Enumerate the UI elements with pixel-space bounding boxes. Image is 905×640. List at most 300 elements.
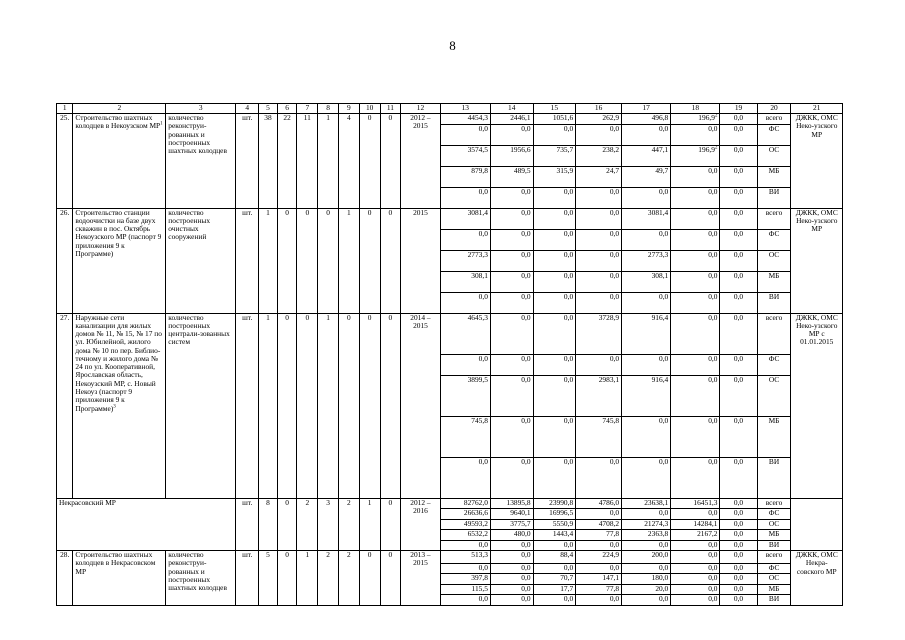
amount-cell: 315,9 xyxy=(533,166,576,187)
quantity-cell: 0 xyxy=(359,114,380,209)
amount-cell: 0,0 xyxy=(671,584,720,595)
funding-source: МБ xyxy=(757,166,791,187)
amount-cell: 0,0 xyxy=(671,457,720,498)
quantity-cell: 0 xyxy=(380,313,401,498)
amount-cell: 0,0 xyxy=(622,457,671,498)
amount-cell: 0,0 xyxy=(533,313,576,354)
amount-cell: 0,0 xyxy=(622,595,671,606)
amount-cell: 0,0 xyxy=(720,250,757,271)
amount-cell: 0,0 xyxy=(576,509,622,520)
amount-cell: 0,0 xyxy=(533,416,576,457)
amount-cell: 0,0 xyxy=(622,509,671,520)
amount-cell: 513,3 xyxy=(440,551,490,564)
funding-source: МБ xyxy=(757,584,791,595)
row-period: 2015 xyxy=(401,208,440,313)
amount-cell: 77,8 xyxy=(576,584,622,595)
amount-cell: 0,0 xyxy=(671,354,720,375)
amount-cell: 0,0 xyxy=(533,540,576,551)
amount-cell-text: 196,9 xyxy=(698,145,715,154)
funding-source: ВИ xyxy=(757,595,791,606)
amount-cell: 0,0 xyxy=(576,229,622,250)
quantity-cell: 0 xyxy=(318,208,339,313)
amount-cell: 0,0 xyxy=(720,457,757,498)
row-name xyxy=(73,313,166,498)
amount-cell: 3081,4 xyxy=(622,208,671,229)
amount-cell: 0,0 xyxy=(440,229,490,250)
amount-cell: 0,0 xyxy=(622,416,671,457)
amount-cell: 0,0 xyxy=(576,250,622,271)
amount-cell: 2446,1 xyxy=(490,114,533,125)
amount-cell: 0,0 xyxy=(720,375,757,416)
amount-cell: 480,0 xyxy=(490,530,533,541)
amount-cell: 0,0 xyxy=(720,187,757,208)
row-indicator: количество реконструи-рованных и построенных шахтных колодцев xyxy=(166,114,236,209)
amount-cell: 4708,2 xyxy=(576,519,622,530)
funding-source: ФС xyxy=(757,229,791,250)
row-unit: шт. xyxy=(236,551,259,606)
amount-cell: 180,0 xyxy=(622,574,671,585)
amount-cell: 735,7 xyxy=(533,145,576,166)
amount-cell: 6532,2 xyxy=(440,530,490,541)
amount-cell: 0,0 xyxy=(622,354,671,375)
amount-cell: 0,0 xyxy=(490,595,533,606)
funding-source: всего xyxy=(757,114,791,125)
amount-cell: 88,4 xyxy=(533,551,576,564)
table-row xyxy=(57,551,843,564)
amount-cell: 0,0 xyxy=(576,292,622,313)
amount-cell: 496,8 xyxy=(622,114,671,125)
amount-cell: 0,0 xyxy=(720,540,757,551)
amount-cell: 0,0 xyxy=(671,595,720,606)
amount-cell: 0,0 xyxy=(533,292,576,313)
header-cell: 5 xyxy=(259,104,278,114)
amount-cell: 0,0 xyxy=(490,313,533,354)
row-period: 2012 – 2015 xyxy=(401,114,440,209)
amount-cell: 0,0 xyxy=(720,229,757,250)
funding-source: ОС xyxy=(757,375,791,416)
quantity-cell: 11 xyxy=(297,114,318,209)
amount-cell: 0,0 xyxy=(490,563,533,574)
amount-cell: 0,0 xyxy=(622,540,671,551)
quantity-cell: 1 xyxy=(338,208,359,313)
funding-source: ВИ xyxy=(757,292,791,313)
row-unit: шт. xyxy=(236,114,259,209)
amount-cell: 21274,3 xyxy=(622,519,671,530)
row-number: 27. xyxy=(57,313,73,498)
header-cell: 15 xyxy=(533,104,576,114)
amount-cell: 0,0 xyxy=(533,229,576,250)
quantity-cell: 0 xyxy=(380,498,401,551)
amount-cell: 916,4 xyxy=(622,375,671,416)
row-unit: шт. xyxy=(236,208,259,313)
amount-cell: 0,0 xyxy=(533,124,576,145)
quantity-cell: 2 xyxy=(318,551,339,606)
footnote-mark: 3 xyxy=(113,404,116,410)
amount-cell: 0,0 xyxy=(576,124,622,145)
amount-cell: 0,0 xyxy=(533,271,576,292)
amount-cell: 24,7 xyxy=(576,166,622,187)
row-period: 2014 – 2015 xyxy=(401,313,440,498)
header-cell: 1 xyxy=(57,104,73,114)
row-executor: ДЖКК, ОМС Неко-узского МР с 01.01.2015 xyxy=(791,313,843,498)
amount-cell: 0,0 xyxy=(622,229,671,250)
row-number: 25. xyxy=(57,114,73,209)
amount-cell: 0,0 xyxy=(671,271,720,292)
amount-cell: 2363,8 xyxy=(622,530,671,541)
quantity-cell: 5 xyxy=(259,551,278,606)
quantity-cell: 0 xyxy=(359,313,380,498)
amount-cell: 0,0 xyxy=(671,229,720,250)
amount-cell: 0,0 xyxy=(490,187,533,208)
amount-cell: 0,0 xyxy=(576,187,622,208)
funding-source: ОС xyxy=(757,519,791,530)
amount-cell: 0,0 xyxy=(490,551,533,564)
header-cell: 18 xyxy=(671,104,720,114)
amount-cell: 1443,4 xyxy=(533,530,576,541)
funding-source: ФС xyxy=(757,509,791,520)
funding-source: всего xyxy=(757,551,791,564)
amount-cell: 0,0 xyxy=(490,375,533,416)
amount-cell: 77,8 xyxy=(576,530,622,541)
row-unit: шт. xyxy=(236,498,259,551)
amount-cell: 0,0 xyxy=(490,271,533,292)
footnote-mark: 1 xyxy=(160,121,163,127)
amount-cell: 0,0 xyxy=(720,509,757,520)
quantity-cell: 0 xyxy=(380,551,401,606)
amount-cell: 3574,5 xyxy=(440,145,490,166)
quantity-cell: 38 xyxy=(259,114,278,209)
amount-cell: 0,0 xyxy=(490,292,533,313)
amount-cell: 0,0 xyxy=(533,595,576,606)
amount-cell: 489,5 xyxy=(490,166,533,187)
amount-cell: 0,0 xyxy=(671,540,720,551)
row-name: Строительство шахтных колодцев в Некрасовском МР xyxy=(73,551,166,606)
amount-cell: 238,2 xyxy=(576,145,622,166)
amount-cell: 224,9 xyxy=(576,551,622,564)
amount-cell: 0,0 xyxy=(440,292,490,313)
quantity-cell: 0 xyxy=(277,313,297,498)
row-indicator: количество построенных централи-зованных систем xyxy=(166,313,236,498)
funding-source: всего xyxy=(757,313,791,354)
amount-cell: 0,0 xyxy=(720,292,757,313)
funding-source: МБ xyxy=(757,271,791,292)
amount-cell: 0,0 xyxy=(720,313,757,354)
quantity-cell: 2 xyxy=(338,551,359,606)
amount-cell: 0,0 xyxy=(671,574,720,585)
header-cell: 4 xyxy=(236,104,259,114)
amount-cell: 3899,5 xyxy=(440,375,490,416)
program-table xyxy=(56,103,843,606)
amount-cell: 0,0 xyxy=(671,166,720,187)
header-cell: 17 xyxy=(622,104,671,114)
amount-cell xyxy=(671,114,720,125)
row-executor: ДЖКК, ОМС Неко-узского МР xyxy=(791,114,843,209)
amount-cell: 3775,7 xyxy=(490,519,533,530)
table-row xyxy=(57,208,843,229)
amount-cell: 0,0 xyxy=(576,354,622,375)
amount-cell: 745,8 xyxy=(440,416,490,457)
amount-cell: 0,0 xyxy=(622,124,671,145)
amount-cell: 0,0 xyxy=(576,457,622,498)
amount-cell: 0,0 xyxy=(533,354,576,375)
header-cell: 21 xyxy=(791,104,843,114)
header-cell: 14 xyxy=(490,104,533,114)
amount-cell: 0,0 xyxy=(720,498,757,509)
amount-cell: 0,0 xyxy=(533,250,576,271)
amount-cell: 0,0 xyxy=(671,187,720,208)
amount-cell: 0,0 xyxy=(576,563,622,574)
header-cell: 8 xyxy=(318,104,339,114)
funding-source: ОС xyxy=(757,574,791,585)
amount-cell: 0,0 xyxy=(720,530,757,541)
row-name-text: Наружные сети канализации для жилых домов № 11, № 15, № 17 по ул. Юбилейной, жилого дома № 10 по пер. Библио-течному и жилого дома № 24 по ул. Кооперативной, Ярославская область, Некоузский МР, с. Новый Некоуз (паспорт 9 приложения 9 к Программе) xyxy=(75,313,162,413)
amount-cell: 0,0 xyxy=(671,509,720,520)
amount-cell: 0,0 xyxy=(490,208,533,229)
quantity-cell: 0 xyxy=(297,313,318,498)
amount-cell: 3728,9 xyxy=(576,313,622,354)
table-row xyxy=(57,498,843,509)
quantity-cell: 1 xyxy=(359,498,380,551)
row-executor: ДЖКК, ОМС Неко-узского МР xyxy=(791,208,843,313)
header-cell: 20 xyxy=(757,104,791,114)
amount-cell: 4454,3 xyxy=(440,114,490,125)
amount-cell: 1956,6 xyxy=(490,145,533,166)
amount-cell: 0,0 xyxy=(576,208,622,229)
amount-cell: 0,0 xyxy=(533,208,576,229)
amount-cell: 0,0 xyxy=(720,416,757,457)
amount-cell: 0,0 xyxy=(533,563,576,574)
quantity-cell: 22 xyxy=(277,114,297,209)
quantity-cell: 0 xyxy=(297,208,318,313)
amount-cell: 0,0 xyxy=(720,145,757,166)
quantity-cell: 0 xyxy=(380,114,401,209)
amount-cell: 0,0 xyxy=(622,187,671,208)
amount-cell: 0,0 xyxy=(533,375,576,416)
amount-cell: 5550,9 xyxy=(533,519,576,530)
header-cell: 10 xyxy=(359,104,380,114)
row-executor: ДЖКК, ОМС Некра-совского МР xyxy=(791,551,843,606)
header-cell: 6 xyxy=(277,104,297,114)
amount-cell: 13895,8 xyxy=(490,498,533,509)
row-name-text: Строительство шахтных колодцев в Некоузском МР xyxy=(75,113,161,131)
amount-cell: 200,0 xyxy=(622,551,671,564)
amount-cell: 0,0 xyxy=(440,540,490,551)
header-cell: 19 xyxy=(720,104,757,114)
quantity-cell: 1 xyxy=(259,208,278,313)
quantity-cell: 2 xyxy=(297,498,318,551)
quantity-cell: 0 xyxy=(380,208,401,313)
amount-cell: 0,0 xyxy=(720,114,757,125)
quantity-cell: 0 xyxy=(277,498,297,551)
amount-cell: 0,0 xyxy=(576,540,622,551)
amount-cell: 879,8 xyxy=(440,166,490,187)
amount-cell: 147,1 xyxy=(576,574,622,585)
amount-cell: 0,0 xyxy=(533,187,576,208)
amount-cell: 0,0 xyxy=(671,563,720,574)
amount-cell: 0,0 xyxy=(671,208,720,229)
amount-cell: 0,0 xyxy=(671,375,720,416)
amount-cell: 9640,1 xyxy=(490,509,533,520)
row-executor xyxy=(791,498,843,551)
funding-source: ВИ xyxy=(757,187,791,208)
quantity-cell: 8 xyxy=(259,498,278,551)
page-number: 8 xyxy=(449,38,456,53)
amount-cell: 17,7 xyxy=(533,584,576,595)
amount-cell: 26636,6 xyxy=(440,509,490,520)
amount-cell: 916,4 xyxy=(622,313,671,354)
funding-source: ФС xyxy=(757,124,791,145)
amount-cell: 4645,3 xyxy=(440,313,490,354)
amount-cell: 0,0 xyxy=(440,187,490,208)
amount-cell: 0,0 xyxy=(720,519,757,530)
amount-cell xyxy=(671,145,720,166)
quantity-cell: 0 xyxy=(277,551,297,606)
amount-cell: 745,8 xyxy=(576,416,622,457)
amount-cell: 0,0 xyxy=(720,208,757,229)
header-cell: 2 xyxy=(73,104,166,114)
quantity-cell: 3 xyxy=(318,498,339,551)
amount-cell: 0,0 xyxy=(533,457,576,498)
amount-cell: 0,0 xyxy=(440,595,490,606)
amount-cell: 0,0 xyxy=(720,354,757,375)
amount-cell: 2167,2 xyxy=(671,530,720,541)
amount-cell: 0,0 xyxy=(490,540,533,551)
amount-cell: 23638,1 xyxy=(622,498,671,509)
funding-source: ВИ xyxy=(757,457,791,498)
amount-cell: 0,0 xyxy=(720,124,757,145)
quantity-cell: 1 xyxy=(297,551,318,606)
row-name: Строительство станции водоочистки на базе двух скважин в пос. Октябрь Некоузского МР (паспорт 9 приложения 9 к Программе) xyxy=(73,208,166,313)
amount-cell: 262,9 xyxy=(576,114,622,125)
amount-cell: 2773,3 xyxy=(440,250,490,271)
amount-cell: 20,0 xyxy=(622,584,671,595)
header-row xyxy=(57,104,843,114)
amount-cell: 0,0 xyxy=(490,354,533,375)
row-indicator: количество построенных очистных сооружений xyxy=(166,208,236,313)
amount-cell: 0,0 xyxy=(720,595,757,606)
header-cell: 16 xyxy=(576,104,622,114)
quantity-cell: 0 xyxy=(359,551,380,606)
amount-cell: 308,1 xyxy=(440,271,490,292)
amount-cell: 0,0 xyxy=(671,313,720,354)
amount-cell: 397,8 xyxy=(440,574,490,585)
amount-cell: 4786,0 xyxy=(576,498,622,509)
amount-cell: 0,0 xyxy=(490,416,533,457)
quantity-cell: 0 xyxy=(359,208,380,313)
amount-cell: 23990,8 xyxy=(533,498,576,509)
row-number: 28. xyxy=(57,551,73,606)
amount-cell: 0,0 xyxy=(671,250,720,271)
funding-source: ОС xyxy=(757,250,791,271)
amount-cell: 1051,6 xyxy=(533,114,576,125)
amount-cell: 0,0 xyxy=(490,250,533,271)
header-cell: 9 xyxy=(338,104,359,114)
row-indicator: количество реконструи-рованных и построенных шахтных колодцев xyxy=(166,551,236,606)
footnote-mark: 2 xyxy=(714,145,718,151)
amount-cell: 49,7 xyxy=(622,166,671,187)
row-period: 2013 – 2015 xyxy=(401,551,440,606)
quantity-cell: 2 xyxy=(338,498,359,551)
quantity-cell: 1 xyxy=(318,114,339,209)
row-name: Некрасовский МР xyxy=(57,498,236,551)
amount-cell: 0,0 xyxy=(490,584,533,595)
funding-source: МБ xyxy=(757,530,791,541)
table-row xyxy=(57,313,843,354)
amount-cell: 2983,1 xyxy=(576,375,622,416)
footnote-mark: 2 xyxy=(714,113,718,119)
amount-cell: 0,0 xyxy=(576,595,622,606)
quantity-cell: 1 xyxy=(318,313,339,498)
quantity-cell: 0 xyxy=(338,313,359,498)
header-cell: 7 xyxy=(297,104,318,114)
amount-cell: 0,0 xyxy=(440,354,490,375)
funding-source: всего xyxy=(757,208,791,229)
amount-cell: 0,0 xyxy=(490,574,533,585)
amount-cell: 16451,3 xyxy=(671,498,720,509)
amount-cell: 0,0 xyxy=(671,416,720,457)
amount-cell: 0,0 xyxy=(490,229,533,250)
header-cell: 3 xyxy=(166,104,236,114)
amount-cell: 0,0 xyxy=(490,457,533,498)
funding-source: ВИ xyxy=(757,540,791,551)
amount-cell: 49593,2 xyxy=(440,519,490,530)
quantity-cell: 1 xyxy=(259,313,278,498)
header-cell: 12 xyxy=(401,104,440,114)
row-period: 2012 – 2016 xyxy=(401,498,440,551)
amount-cell: 0,0 xyxy=(440,457,490,498)
amount-cell: 115,5 xyxy=(440,584,490,595)
amount-cell: 308,1 xyxy=(622,271,671,292)
quantity-cell: 4 xyxy=(338,114,359,209)
header-cell: 13 xyxy=(440,104,490,114)
amount-cell: 0,0 xyxy=(622,563,671,574)
amount-cell: 0,0 xyxy=(720,563,757,574)
amount-cell: 70,7 xyxy=(533,574,576,585)
table-row xyxy=(57,114,843,125)
amount-cell: 0,0 xyxy=(671,292,720,313)
amount-cell: 2773,3 xyxy=(622,250,671,271)
amount-cell: 447,1 xyxy=(622,145,671,166)
amount-cell: 0,0 xyxy=(720,551,757,564)
funding-source: ФС xyxy=(757,354,791,375)
header-cell: 11 xyxy=(380,104,401,114)
amount-cell: 0,0 xyxy=(440,124,490,145)
amount-cell: 0,0 xyxy=(720,574,757,585)
amount-cell: 82762,0 xyxy=(440,498,490,509)
amount-cell: 0,0 xyxy=(671,551,720,564)
funding-source: МБ xyxy=(757,416,791,457)
amount-cell: 0,0 xyxy=(671,124,720,145)
table-body xyxy=(57,104,843,606)
amount-cell-text: 196,9 xyxy=(698,113,715,122)
amount-cell: 0,0 xyxy=(576,271,622,292)
funding-source: ФС xyxy=(757,563,791,574)
funding-source: ОС xyxy=(757,145,791,166)
amount-cell: 0,0 xyxy=(622,292,671,313)
amount-cell: 0,0 xyxy=(720,271,757,292)
funding-source: всего xyxy=(757,498,791,509)
amount-cell: 14284,1 xyxy=(671,519,720,530)
amount-cell: 3081,4 xyxy=(440,208,490,229)
amount-cell: 16996,5 xyxy=(533,509,576,520)
amount-cell: 0,0 xyxy=(720,584,757,595)
amount-cell: 0,0 xyxy=(490,124,533,145)
amount-cell: 0,0 xyxy=(720,166,757,187)
row-name xyxy=(73,114,166,209)
quantity-cell: 0 xyxy=(277,208,297,313)
row-unit: шт. xyxy=(236,313,259,498)
amount-cell: 0,0 xyxy=(440,563,490,574)
